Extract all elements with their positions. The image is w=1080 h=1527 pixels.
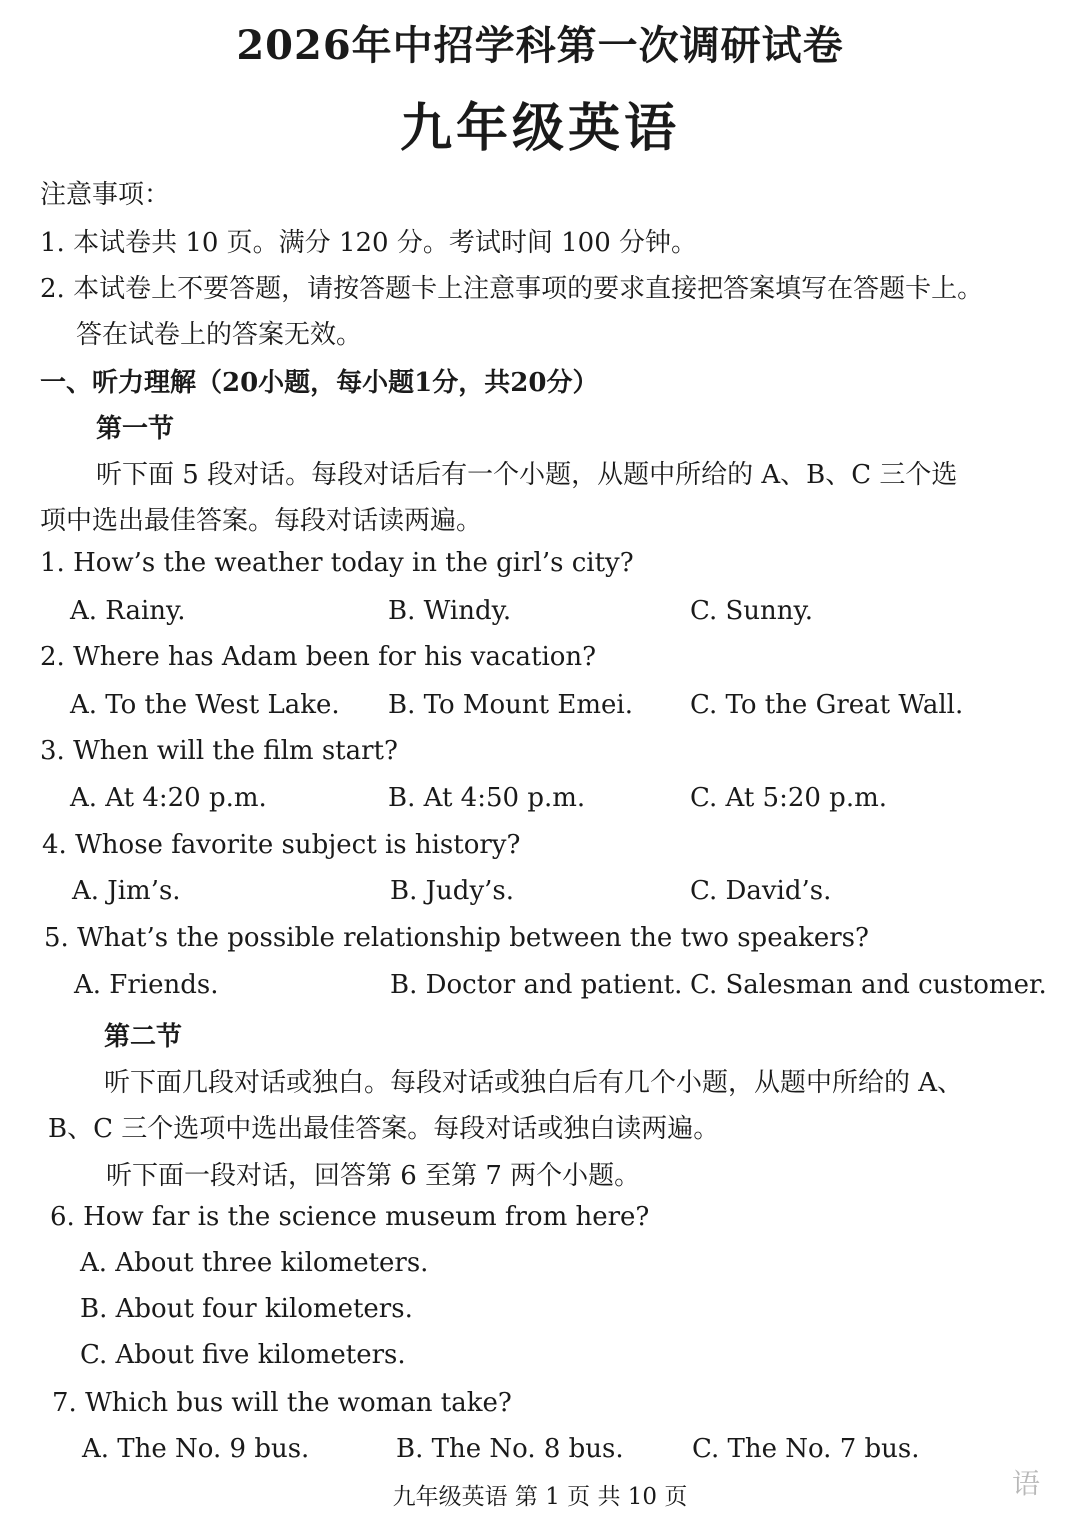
q2-option-c: C. To the Great Wall. xyxy=(690,690,964,720)
q6-option-c: C. About five kilometers. xyxy=(80,1340,406,1370)
question-3: 3. When will the film start? xyxy=(40,736,398,766)
q7-option-a: A. The No. 9 bus. xyxy=(82,1434,310,1464)
section1-title: 第一节 xyxy=(96,414,175,444)
q7-option-c: C. The No. 7 bus. xyxy=(692,1434,920,1464)
q5-option-a: A. Friends. xyxy=(74,970,219,1000)
exam-subject: 九年级英语 xyxy=(399,98,680,159)
q2-option-b: B. To Mount Emei. xyxy=(388,690,633,720)
part1-heading: 一、听力理解（20小题，每小题1分，共20分） xyxy=(40,368,599,398)
section2-title: 第二节 xyxy=(104,1022,183,1052)
notes-item-2-cont: 答在试卷上的答案无效。 xyxy=(76,320,363,350)
q4-option-a: A. Jim’s. xyxy=(72,876,181,906)
q6-option-a: A. About three kilometers. xyxy=(80,1248,429,1278)
q1-option-b: B. Windy. xyxy=(388,596,512,626)
q5-option-b: B. Doctor and patient. xyxy=(390,970,683,1000)
exam-title: 2026年中招学科第一次调研试卷 xyxy=(236,22,844,69)
q5-option-c: C. Salesman and customer. xyxy=(690,970,1047,1000)
q7-option-b: B. The No. 8 bus. xyxy=(396,1434,624,1464)
section1-instructions-cont: 项中选出最佳答案。每段对话读两遍。 xyxy=(40,506,483,536)
section2-instructions: 听下面几段对话或独白。每段对话或独白后有几个小题，从题中所给的 A、 xyxy=(104,1068,964,1098)
q3-option-b: B. At 4:50 p.m. xyxy=(388,783,586,813)
section2-instructions-cont: B、C 三个选项中选出最佳答案。每段对话或独白读两遍。 xyxy=(48,1114,720,1144)
q1-option-c: C. Sunny. xyxy=(690,596,814,626)
section1-instructions: 听下面 5 段对话。每段对话后有一个小题，从题中所给的 A、B、C 三个选 xyxy=(96,460,958,490)
page-footer: 九年级英语 第 1 页 共 10 页 xyxy=(392,1484,688,1510)
q3-option-a: A. At 4:20 p.m. xyxy=(70,783,267,813)
watermark-text: 语 xyxy=(1012,1467,1041,1500)
section2-dialogue-instructions: 听下面一段对话，回答第 6 至第 7 两个小题。 xyxy=(106,1161,641,1191)
q4-option-b: B. Judy’s. xyxy=(390,876,515,906)
notes-item-1: 1. 本试卷共 10 页。满分 120 分。考试时间 100 分钟。 xyxy=(40,228,697,258)
question-6: 6. How far is the science museum from here? xyxy=(50,1202,650,1232)
notes-item-2: 2. 本试卷上不要答题，请按答题卡上注意事项的要求直接把答案填写在答题卡上。 xyxy=(40,274,984,304)
q1-option-a: A. Rainy. xyxy=(70,596,186,626)
q4-option-c: C. David’s. xyxy=(690,876,832,906)
q3-option-c: C. At 5:20 p.m. xyxy=(690,783,888,813)
q6-option-b: B. About four kilometers. xyxy=(80,1294,413,1324)
question-1: 1. How’s the weather today in the girl’s city? xyxy=(40,548,634,578)
question-7: 7. Which bus will the woman take? xyxy=(52,1388,512,1418)
q2-option-a: A. To the West Lake. xyxy=(70,690,340,720)
question-2: 2. Where has Adam been for his vacation? xyxy=(40,642,597,672)
notes-heading: 注意事项： xyxy=(40,180,171,210)
question-4: 4. Whose favorite subject is history? xyxy=(42,830,521,860)
question-5: 5. What’s the possible relationship between the two speakers? xyxy=(44,923,869,953)
